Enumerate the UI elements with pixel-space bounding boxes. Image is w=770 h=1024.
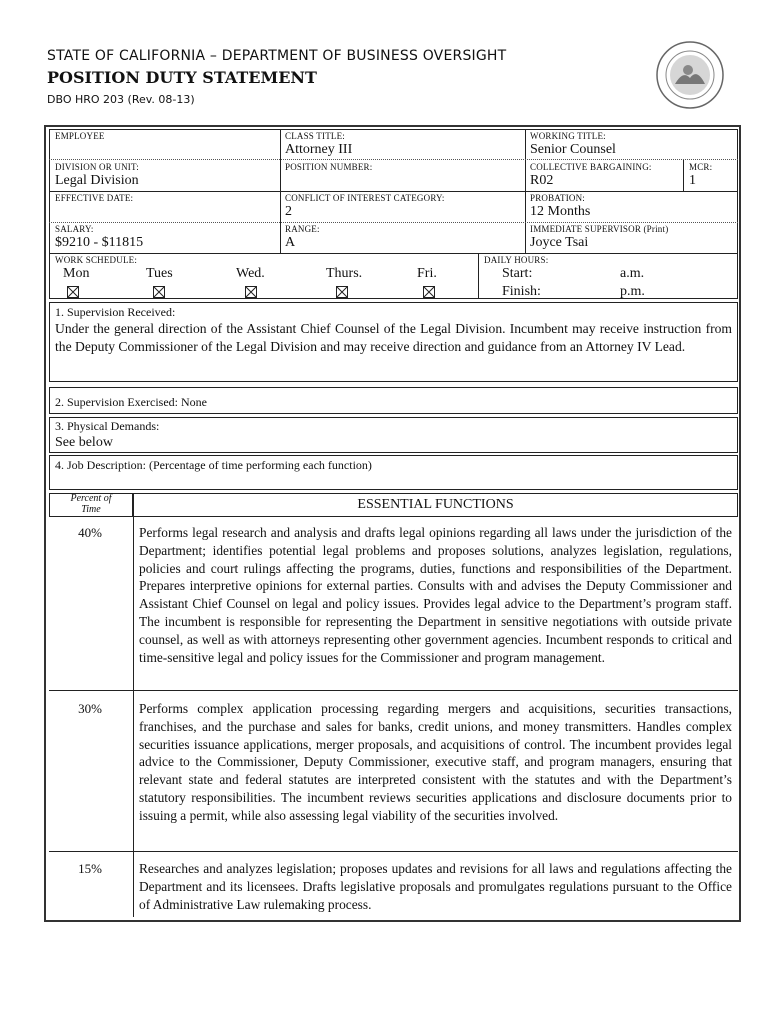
function-1-text: Performs legal research and analysis and drafts legal opinions regarding all laws under the jurisdiction of the Department; identifies potential legal problems and proposes solutions, analyzes legislation, regulations, policies and court rulings affecting the programs, duties, functions and responsibilities of the Department. Prepares interpretive opinions for external parties. Consults with and advises the Deputy Commissioner and Assistant Chief Counsel on legal and policy issues. Provides legal advice to the Department’s program staff. The incumbent is responsible for representing the Department in sensitive negotiations with outside private counsel, as well as with attorneys representing other government agencies. Incumbent responds to critical and time-sensitive legal and policy issues for the Commissioner and program management. xyxy=(139,525,732,665)
supervisor-label: IMMEDIATE SUPERVISOR (Print) xyxy=(530,224,669,234)
mon-checkbox[interactable] xyxy=(67,286,79,298)
salary-field[interactable]: $9210 - $11815 xyxy=(55,235,144,250)
percent-header-line1: Percent of xyxy=(70,493,112,504)
document-header xyxy=(47,48,506,106)
mcr-label: MCR: xyxy=(689,162,713,172)
day-wed: Wed. xyxy=(236,266,265,281)
document-title: POSITION DUTY STATEMENT xyxy=(47,68,317,87)
effective-date-label: EFFECTIVE DATE: xyxy=(55,193,134,203)
function-3-text: Researches and analyzes legislation; proposes updates and revisions for all laws and regulations affecting the Department and its licensees. Drafts legislative proposals and promulgates regulations pursuant to the Office of Administrative Law rulemaking process. xyxy=(139,861,732,912)
job-description-label: 4. Job Description: (Percentage of time performing each function) xyxy=(55,458,372,472)
wed-checkbox[interactable] xyxy=(245,286,257,298)
employee-label: EMPLOYEE xyxy=(55,131,105,141)
state-seal-icon xyxy=(655,40,725,110)
supervision-exercised-label: 2. Supervision Exercised: None xyxy=(55,395,207,409)
thurs-checkbox[interactable] xyxy=(336,286,348,298)
day-mon: Mon xyxy=(63,266,90,281)
tues-checkbox[interactable] xyxy=(153,286,165,298)
physical-demands-text: See below xyxy=(55,435,113,450)
work-schedule-label: WORK SCHEDULE: xyxy=(55,255,138,265)
employee-field[interactable] xyxy=(55,143,275,157)
fri-checkbox[interactable] xyxy=(423,286,435,298)
position-number-field[interactable] xyxy=(285,173,515,187)
mcr-field[interactable]: 1 xyxy=(689,173,696,188)
function-3-percent: 15% xyxy=(78,861,102,876)
working-title-label: WORKING TITLE: xyxy=(530,131,606,141)
function-2-percent: 30% xyxy=(78,701,102,716)
probation-field[interactable]: 12 Months xyxy=(530,204,591,219)
start-label: Start: xyxy=(502,266,533,281)
probation-label: PROBATION: xyxy=(530,193,586,203)
division-field[interactable]: Legal Division xyxy=(55,173,139,188)
pm-label: p.m. xyxy=(620,284,645,299)
range-field[interactable]: A xyxy=(285,235,296,250)
supervisor-field[interactable]: Joyce Tsai xyxy=(530,235,589,250)
division-label: DIVISION OR UNIT: xyxy=(55,162,139,172)
day-thurs: Thurs. xyxy=(326,266,363,281)
physical-demands-label: 3. Physical Demands: xyxy=(55,419,160,433)
salary-label: SALARY: xyxy=(55,224,94,234)
class-title-label: CLASS TITLE: xyxy=(285,131,345,141)
day-tues: Tues xyxy=(146,266,173,281)
class-title-field[interactable]: Attorney III xyxy=(285,142,353,157)
form-number: DBO HRO 203 (Rev. 08-13) xyxy=(47,93,195,106)
agency-line: STATE OF CALIFORNIA – DEPARTMENT OF BUSINESS OVERSIGHT xyxy=(47,48,507,64)
position-number-label: POSITION NUMBER: xyxy=(285,162,373,172)
supervision-received-label: 1. Supervision Received: xyxy=(55,305,176,319)
functions-title: ESSENTIAL FUNCTIONS xyxy=(357,497,514,512)
function-2-text: Performs complex application processing regarding mergers and acquisitions, securities transactions, franchises, and the purchase and sales for banks, credit unions, and money transmitters. Handles complex securities issuance applications, merger proposals, and acquisitions of control. The incumbent provides legal advice to the Commissioner, Deputy Commissioner, executive staff, and program managers, ensuring that relevant state and federal statutes are interpreted consistent with the statutes and with the Department’s statutory responsibilities. The incumbent reviews securities applications and disclosure documents prior to issuing a permit, while also assessing legal viability of the securities involved. xyxy=(139,701,732,823)
working-title-field[interactable]: Senior Counsel xyxy=(530,142,616,157)
collective-bargaining-field[interactable]: R02 xyxy=(530,173,554,188)
supervision-received-text: Under the general direction of the Assistant Chief Counsel of the Legal Division. Incumbent may receive instruction from the Deputy Commissioner of the Legal Division and may receive direction and guidance from an Attorney IV Lead. xyxy=(55,321,732,354)
range-label: RANGE: xyxy=(285,224,320,234)
conflict-category-label: CONFLICT OF INTEREST CATEGORY: xyxy=(285,193,445,203)
daily-hours-label: DAILY HOURS: xyxy=(484,255,549,265)
function-1-percent: 40% xyxy=(78,525,102,540)
am-label: a.m. xyxy=(620,266,645,281)
percent-header-line2: Time xyxy=(81,504,101,515)
conflict-category-field[interactable]: 2 xyxy=(285,204,292,219)
finish-label: Finish: xyxy=(502,284,541,299)
collective-bargaining-label: COLLECTIVE BARGAINING: xyxy=(530,162,652,172)
day-fri: Fri. xyxy=(417,266,437,281)
